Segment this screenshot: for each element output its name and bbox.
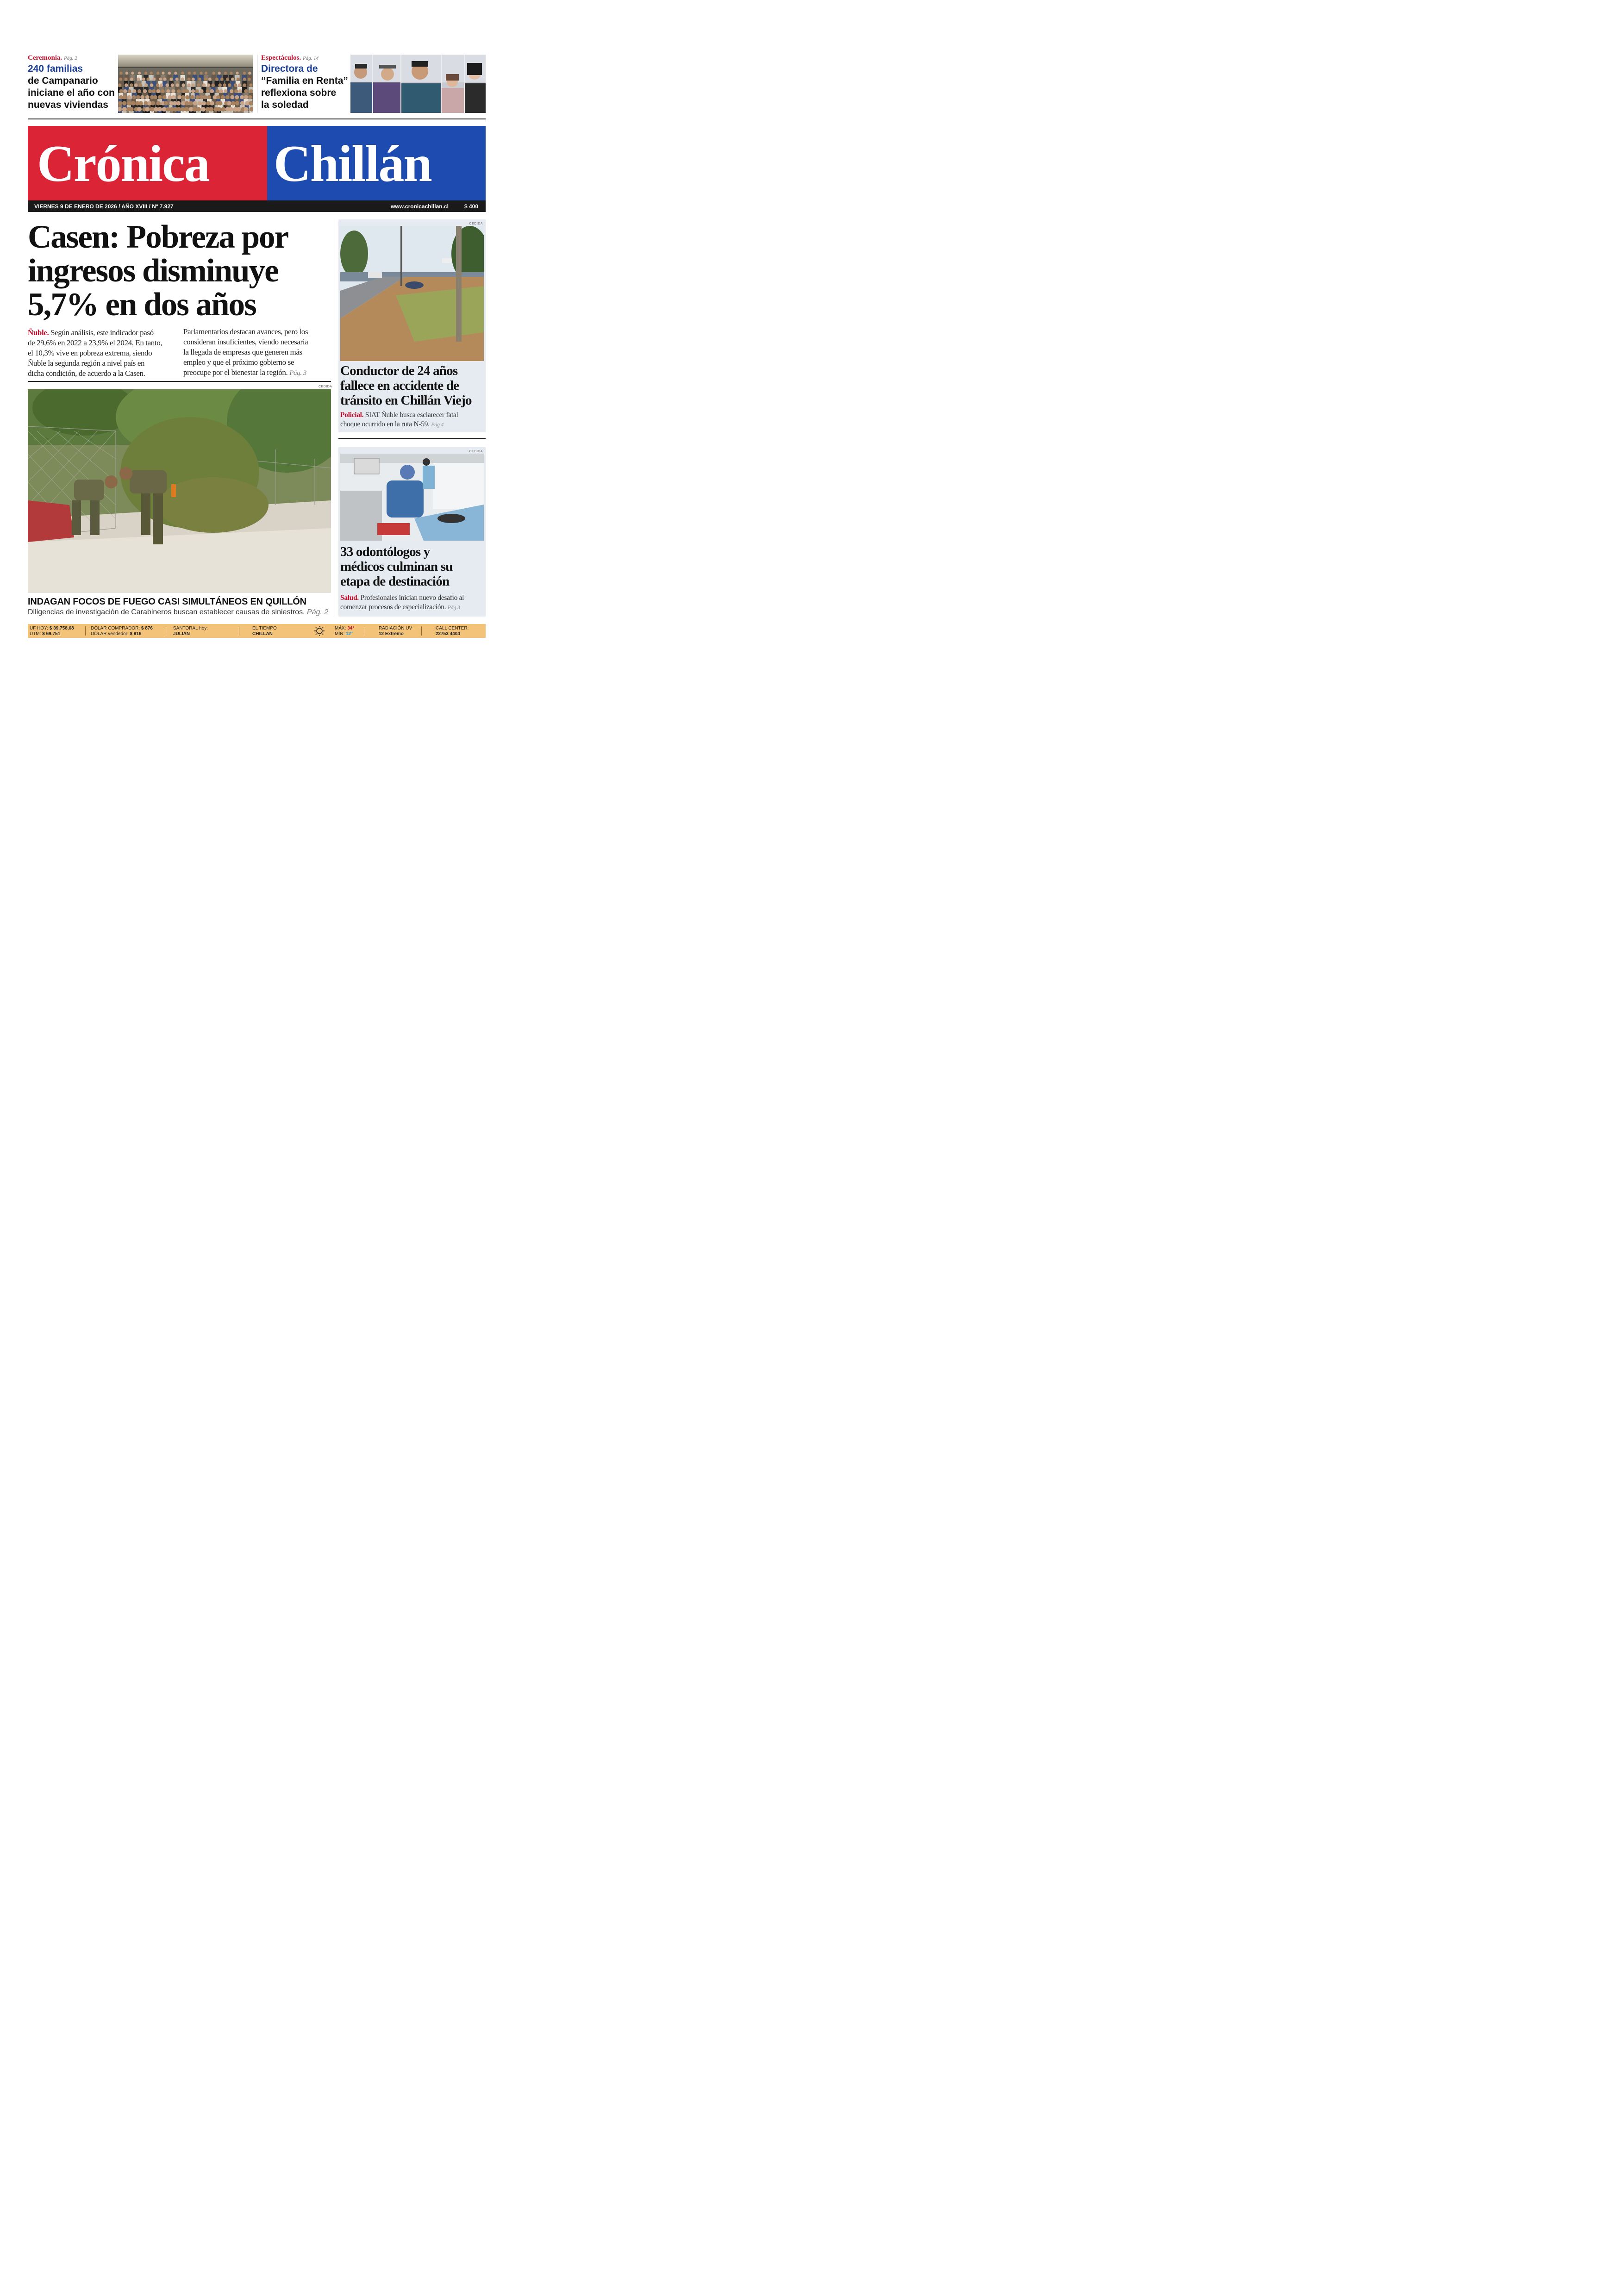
main-kicker: Ñuble. [28,328,49,337]
main-column-1: Ñuble. Según análisis, este indicador pasó de 29,6% en 2022 a 23,9% el 2024. En tanto, el 10,3% vive en pobreza extrema, siendo Ñuble la segunda región a nivel país en dicha condición, de acuerdo a la Casen. [28,328,162,378]
side2-page-ref[interactable]: Pág 3 [447,604,460,611]
masthead-left-block[interactable] [28,126,267,200]
top-rule [28,118,486,119]
teaser-right-line: Directora de [261,63,318,74]
weather-location: EL TIEMPO CHILLAN [252,626,277,636]
photo-credit: CEDIDA [319,385,332,388]
photo-headline[interactable]: INDAGAN FOCOS DE FUEGO CASI SIMULTÁNEOS EN QUILLÓN [28,597,306,607]
dateline-bar [28,200,486,212]
issue-date: VIERNES 9 DE ENERO DE 2026 / AÑO XVIII / Nº 7.927 [34,203,174,210]
masthead-cronica: Crónica [37,135,209,193]
masthead-chillan: Chillán [274,135,431,193]
teaser-right-section: Espectáculos. Pág. 14 [261,54,319,62]
uv-index: RADIACIÓN UV 12 Extremo [379,626,412,636]
dentist-photo[interactable] [340,454,484,541]
info-bar [28,624,486,638]
dollar-rates: DÓLAR COMPRADOR: $ 876 DÓLAR vendedor: $ 916 [91,626,153,636]
teaser-right-page: Pág. 14 [303,56,319,61]
main-column-2: Parlamentarios destacan avances, pero los consideran insuficientes, viendo necesaria la llegada de empresas que generen más empleo y que el próximo gobierno se preocupe por el bienestar la región. Pág. 3 [183,327,308,377]
photo-page-ref[interactable]: Pág. 2 [307,608,329,616]
side-story-doctors[interactable] [338,447,486,617]
sun-icon [314,625,325,638]
temperature: MÁX: 34° MÍN: 12° [335,626,355,636]
fire-investigation-photo[interactable] [28,389,331,593]
teaser-right-line: “Familia en Renta” [261,75,348,86]
masthead-right-block[interactable] [267,126,486,200]
main-rule [28,381,331,382]
side1-summary: Policial. SIAT Ñuble busca esclarecer fatal choque ocurrido en la ruta N-59. Pág 4 [340,411,458,428]
main-page-ref[interactable]: Pág. 3 [289,369,307,377]
teaser-right-line: la soledad [261,100,309,110]
accident-photo[interactable] [340,226,484,361]
teaser-left[interactable] [28,54,115,111]
teaser-left-line: nuevas viviendas [28,100,108,110]
uf-utm: UF HOY: $ 39.758,68 UTM: $ 69.751 [30,626,74,636]
website-link[interactable]: www.cronicachillan.cl [391,203,449,210]
side2-kicker: Salud. [340,594,359,602]
call-center[interactable]: CALL CENTER: 22753 4404 [436,626,469,636]
teaser-right-line: reflexiona sobre [261,87,337,98]
side-rule [338,438,486,439]
ceremony-photo[interactable] [118,55,253,113]
price: $ 400 [464,203,479,210]
photo-subhead: Diligencias de investigación de Carabineros buscan establecer causas de siniestros. Pág. 2 [28,608,329,616]
teaser-left-page: Pág. 2 [64,56,77,61]
side1-headline: Conductor de 24 años fallece en accidente de tránsito en Chillán Viejo [340,363,472,408]
side2-credit: CEDIDA [469,450,483,453]
side1-kicker: Policial. [340,411,364,419]
teaser-right[interactable] [261,54,348,111]
teaser-left-line: iniciane el año con [28,87,115,98]
side2-summary: Salud. Profesionales inician nuevo desafío al comenzar procesos de especialización. Pág 3 [340,594,464,611]
side2-headline: 33 odontólogos y médicos culminan su etapa de destinación [340,544,453,589]
side1-page-ref[interactable]: Pág 4 [431,421,444,428]
teaser-left-highlight: 240 familias [28,63,83,74]
teaser-left-line: de Campanario [28,75,98,86]
side-story-accident[interactable] [338,219,486,432]
main-headline[interactable]: Casen: Pobreza por ingresos disminuye 5,7% en dos años [28,219,288,323]
side1-credit: CEDIDA [469,222,483,225]
santoral: SANTORAL hoy: JULIÁN [173,626,208,636]
teaser-left-section: Ceremonia. Pág. 2 [28,54,77,62]
cast-photo[interactable] [350,55,486,113]
